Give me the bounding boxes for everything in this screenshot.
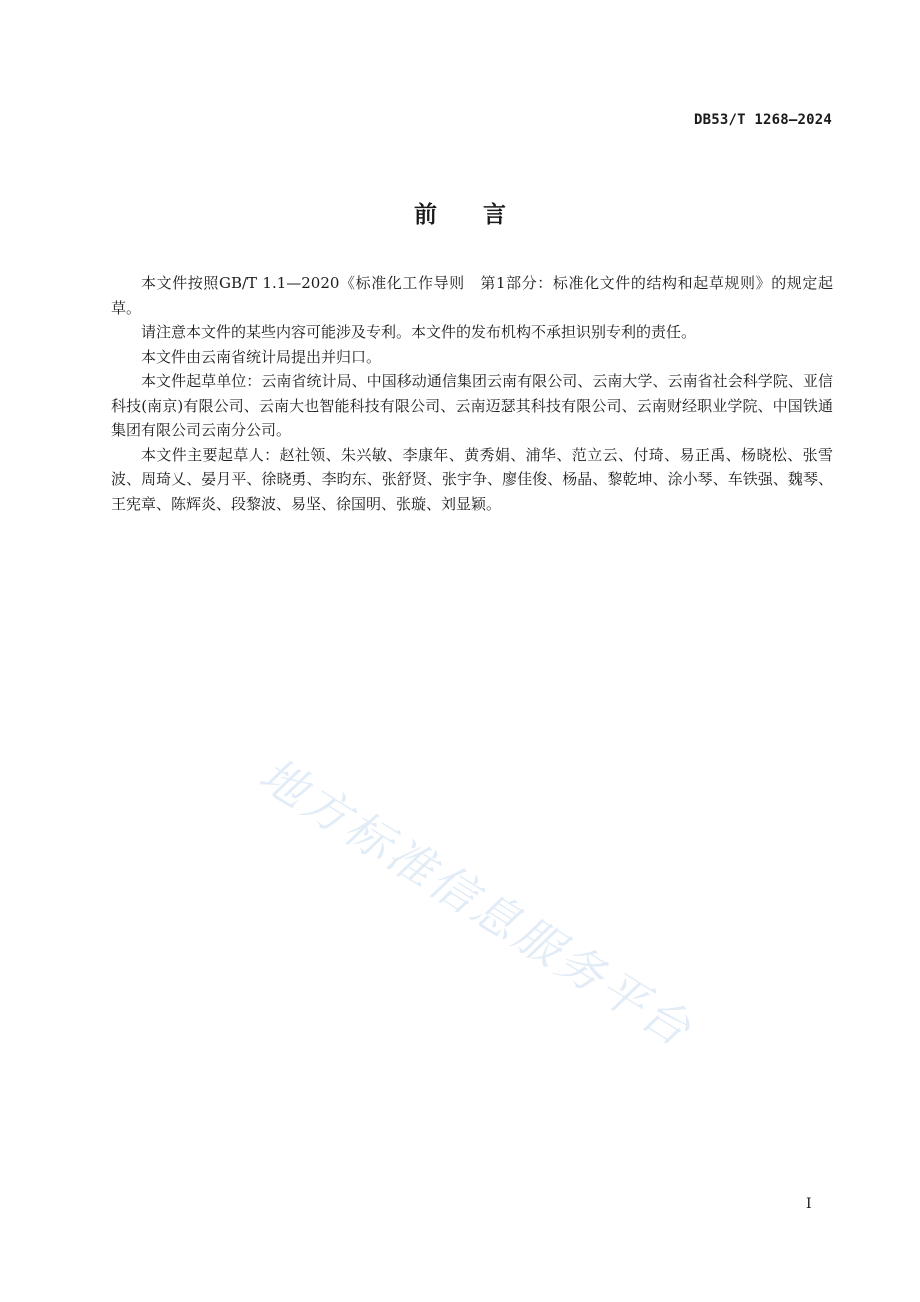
document-code: DB53/T 1268—2024 [693,112,832,128]
paragraph-patent-notice: 请注意本文件的某些内容可能涉及专利。本文件的发布机构不承担识别专利的责任。 [141,323,697,341]
watermark: 地方标准信息服务平台 [250,747,703,1058]
paragraph-drafting-units: 本文件起草单位：云南省统计局、中国移动通信集团云南有限公司、云南大学、云南省社会科学院、亚信科技(南京)有限公司、云南大也智能科技有限公司、云南迈瑟其科技有限公司、云南财经职业学院、中国铁通集团有限公司云南分公司。 [111,372,833,439]
paragraph-proposer: 本文件由云南省统计局提出并归口。 [141,347,382,366]
foreword-body [111,271,833,516]
paragraph-drafters: 本文件主要起草人：赵社领、朱兴敏、李康年、黄秀娟、浦华、范立云、付琦、易正禹、杨晓松、张雪波、周琦乂、晏月平、徐晓勇、李昀东、张舒贤、张宇争、廖佳俊、杨晶、黎乾坤、涂小琴、车铁强、魏琴、王宪章、陈辉炎、段黎波、易坚、徐国明、张璇、刘显颖。 [111,445,833,513]
paragraph-drafting-basis: 本文件按照GB/T 1.1—2020《标准化工作导则 第1部分：标准化文件的结构和起草规则》的规定起草。 [111,274,833,317]
page-number: I [806,1196,812,1212]
page-title: 前言 [414,202,552,228]
